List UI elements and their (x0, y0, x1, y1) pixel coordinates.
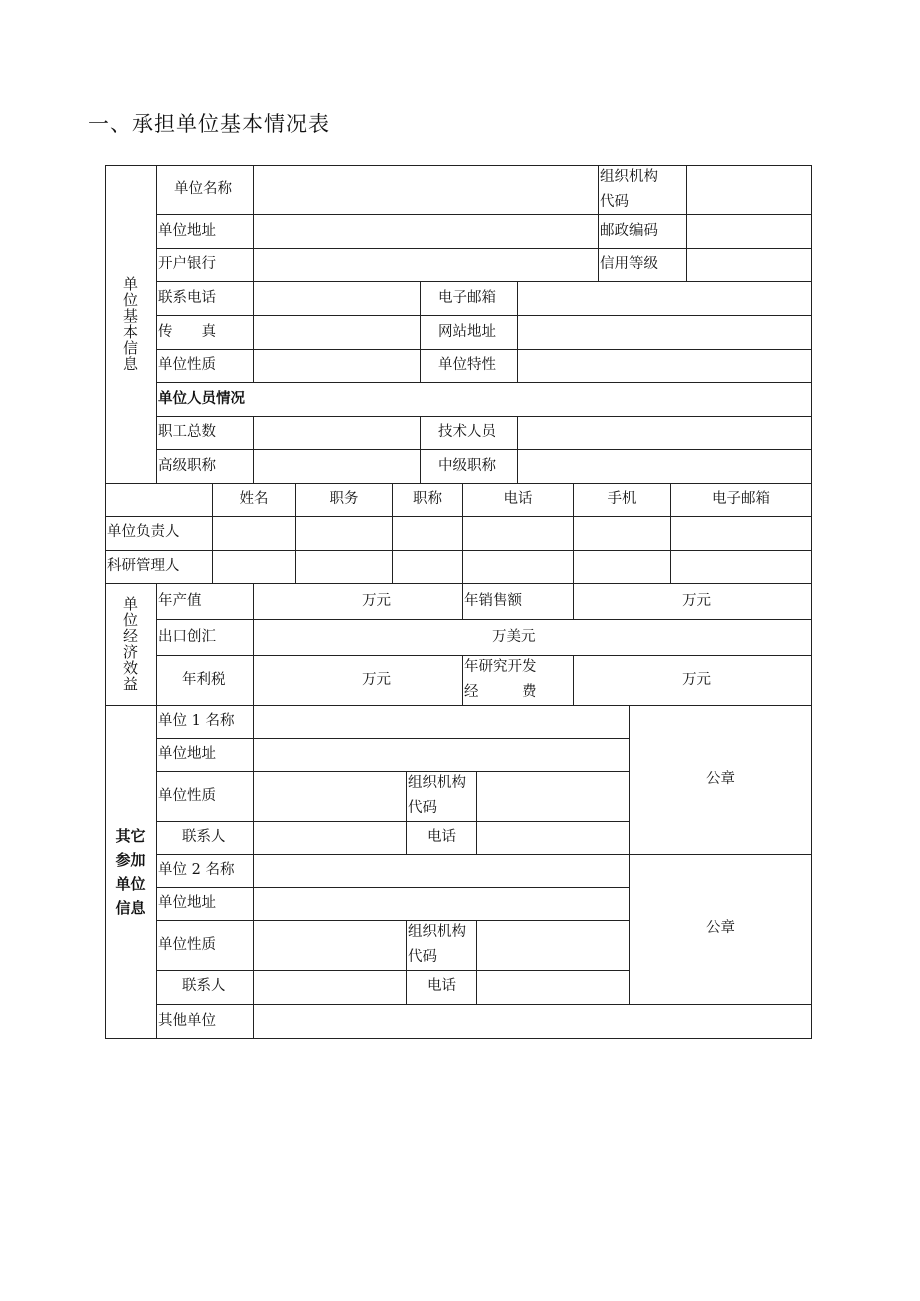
label-org-code-line: 组织机构 (600, 168, 658, 185)
contact-input[interactable] (295, 550, 393, 584)
label-unit1-org-code-line: 组织机构 (408, 775, 466, 791)
tech-staff-input[interactable] (517, 416, 812, 450)
label-rd-funding-line: 年研究开发 (464, 659, 537, 675)
credit-rating-input[interactable] (686, 248, 812, 282)
section-basic-label-char: 本 (122, 323, 138, 341)
label-org-code (600, 165, 685, 214)
label-mid-title: 中级职称 (438, 458, 496, 474)
label-website: 网站地址 (438, 324, 496, 340)
unit-wan: 万元 (362, 672, 391, 688)
contact-input[interactable] (392, 516, 463, 551)
label-rd-funding (464, 655, 572, 705)
section-economic-label-char: 效 (122, 659, 138, 677)
label-unit2-address: 单位地址 (158, 895, 216, 911)
contact-input[interactable] (295, 516, 393, 551)
unit-address-input[interactable] (253, 214, 599, 249)
phone-input[interactable] (253, 281, 421, 316)
label-total-staff: 职工总数 (158, 424, 216, 440)
postcode-input[interactable] (686, 214, 812, 249)
contact-input[interactable] (392, 550, 463, 584)
unit1-org-code-input[interactable] (476, 771, 630, 822)
label-bank: 开户银行 (158, 256, 216, 272)
contact-header: 职称 (413, 491, 442, 507)
contact-input[interactable] (670, 550, 812, 584)
label-export: 出口创汇 (158, 629, 216, 645)
label-annual-profit-tax: 年利税 (182, 672, 226, 688)
label-other-units: 其他单位 (158, 1013, 216, 1029)
label-postcode: 邮政编码 (600, 223, 658, 239)
page-title: 一、承担单位基本情况表 (88, 112, 330, 136)
section-economic-label-char: 单 (122, 595, 138, 613)
label-unit1-name: 单位 1 名称 (158, 713, 235, 729)
fax-input[interactable] (253, 315, 421, 350)
section-basic-label (105, 165, 156, 483)
label-unit1-phone: 电话 (427, 829, 456, 845)
section-economic-label-char: 益 (122, 675, 138, 693)
label-unit-name: 单位名称 (174, 181, 232, 197)
total-staff-input[interactable] (253, 416, 421, 450)
unit1-nature-input[interactable] (253, 771, 407, 822)
label-unit1-org-code-line: 代码 (408, 800, 437, 816)
label-unit-nature: 单位性质 (158, 357, 216, 373)
section-basic-label-char: 基 (122, 307, 138, 325)
label-unit2-seal: 公章 (706, 920, 735, 936)
section-basic-label-char: 单 (122, 275, 138, 293)
contact-input[interactable] (670, 516, 812, 551)
label-fax: 传 真 (158, 324, 216, 340)
label-unit1-nature: 单位性质 (158, 788, 216, 804)
contact-input[interactable] (573, 516, 671, 551)
unit-wan: 万元 (682, 672, 711, 688)
contact-input[interactable] (462, 516, 574, 551)
contact-header: 电话 (503, 491, 533, 507)
label-org-code-line: 代码 (600, 193, 629, 210)
label-unit1-contact: 联系人 (182, 829, 226, 845)
table-cell (105, 483, 213, 517)
section-others-label-char: 信息 (115, 898, 146, 917)
unit-nature-input[interactable] (253, 349, 421, 383)
org-code-input[interactable] (686, 165, 812, 215)
unit-wan: 万元 (682, 593, 711, 609)
label-annual-output: 年产值 (158, 593, 202, 609)
section-basic-label-char: 息 (122, 355, 138, 373)
label-unit2-phone: 电话 (427, 978, 456, 994)
contact-row-label: 单位负责人 (107, 524, 180, 540)
contact-header: 电子邮箱 (712, 491, 770, 507)
label-email: 电子邮箱 (438, 290, 496, 306)
contact-input[interactable] (573, 550, 671, 584)
label-unit-address: 单位地址 (158, 223, 216, 239)
label-unit2-name: 单位 2 名称 (158, 862, 235, 878)
section-others-label-char: 其它 (115, 826, 146, 845)
unit-feature-input[interactable] (517, 349, 812, 383)
other-units-input[interactable] (253, 1004, 812, 1039)
bank-input[interactable] (253, 248, 599, 282)
section-others-label (105, 705, 156, 1038)
contact-row-label: 科研管理人 (107, 558, 180, 574)
email-input[interactable] (517, 281, 812, 316)
mid-title-input[interactable] (517, 449, 812, 484)
unit2-contact-input[interactable] (253, 970, 407, 1004)
label-unit-feature: 单位特性 (438, 357, 496, 373)
section-economic-label-char: 位 (122, 611, 138, 629)
unit2-address-input[interactable] (253, 887, 630, 921)
unit1-address-input[interactable] (253, 738, 630, 772)
label-annual-sales: 年销售额 (464, 593, 522, 609)
label-staff-heading: 单位人员情况 (158, 390, 245, 407)
label-credit-rating: 信用等级 (600, 256, 658, 272)
label-tech-staff: 技术人员 (438, 424, 496, 440)
unit1-contact-input[interactable] (253, 821, 407, 855)
unit2-nature-input[interactable] (253, 920, 407, 971)
label-unit1-org-code (408, 771, 475, 821)
unit2-name-input[interactable] (253, 854, 630, 888)
label-unit2-contact: 联系人 (182, 978, 226, 994)
label-unit1-address: 单位地址 (158, 746, 216, 762)
contact-header: 姓名 (239, 491, 269, 507)
label-rd-funding-line: 经 费 (464, 684, 537, 700)
unit-name-input[interactable] (253, 165, 599, 215)
label-phone: 联系电话 (158, 290, 216, 306)
senior-title-input[interactable] (253, 449, 421, 484)
section-basic-label-char: 位 (122, 291, 138, 309)
label-unit1-seal: 公章 (706, 771, 735, 787)
label-unit2-org-code-line: 组织机构 (408, 924, 466, 940)
website-input[interactable] (517, 315, 812, 350)
unit2-org-code-input[interactable] (476, 920, 630, 971)
label-unit2-nature: 单位性质 (158, 937, 216, 953)
unit-wan-usd: 万美元 (492, 629, 536, 645)
label-unit2-org-code (408, 920, 475, 970)
section-economic-label-char: 济 (122, 643, 138, 661)
section-basic-label-char: 信 (122, 339, 138, 357)
section-economic-label-char: 经 (122, 627, 138, 645)
unit2-phone-input[interactable] (476, 970, 630, 1004)
contact-input[interactable] (462, 550, 574, 584)
contact-input[interactable] (212, 516, 296, 551)
unit1-name-input[interactable] (253, 705, 630, 739)
label-senior-title: 高级职称 (158, 458, 216, 474)
unit1-phone-input[interactable] (476, 821, 630, 855)
section-others-label-char: 参加 (115, 850, 146, 869)
section-others-label-char: 单位 (115, 874, 146, 893)
section-economic-label (105, 583, 156, 705)
unit-wan: 万元 (362, 593, 391, 609)
contact-input[interactable] (212, 550, 296, 584)
contact-header: 手机 (607, 491, 637, 507)
label-unit2-org-code-line: 代码 (408, 949, 437, 965)
contact-header: 职务 (329, 491, 359, 507)
